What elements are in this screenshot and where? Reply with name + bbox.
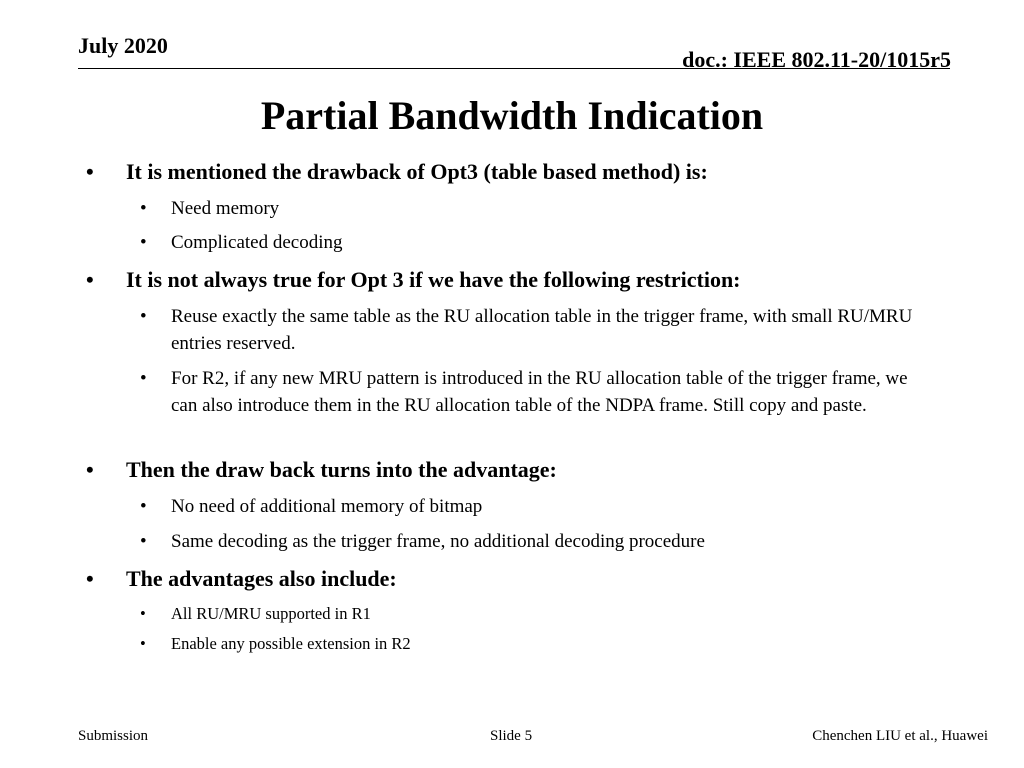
- bullet-1-sub-1-text: Need memory: [171, 198, 280, 219]
- sub-bullet-marker: •: [140, 531, 147, 552]
- bullet-2: [86, 266, 916, 294]
- bullet-3-sub-2: [140, 528, 920, 555]
- bullet-2-text: It is not always true for Opt 3 if we have the following restriction:: [126, 267, 741, 292]
- footer-submission: Submission: [78, 728, 149, 744]
- bullet-3-sub-2-text: Same decoding as the trigger frame, no additional decoding procedure: [171, 531, 705, 552]
- bullet-3-sub-1-text: No need of additional memory of bitmap: [171, 496, 483, 517]
- bullet-2-sub-2: [140, 365, 920, 419]
- document-id: doc.: IEEE 802.11-20/1015r5: [682, 47, 951, 72]
- bullet-4: [86, 565, 916, 593]
- bullet-4-sub-1: [140, 600, 920, 627]
- bullet-marker: •: [86, 457, 94, 482]
- sub-bullet-marker: •: [140, 604, 146, 623]
- sub-bullet-marker: •: [140, 634, 146, 653]
- slide-title: Partial Bandwidth Indication: [260, 93, 764, 138]
- bullet-marker: •: [86, 159, 94, 184]
- bullet-4-sub-1-text: All RU/MRU supported in R1: [171, 604, 371, 623]
- sub-bullet-marker: •: [140, 198, 147, 219]
- sub-bullet-marker: •: [140, 496, 147, 517]
- bullet-4-sub-2: [140, 630, 920, 657]
- bullet-marker: •: [86, 566, 94, 591]
- sub-bullet-marker: •: [140, 306, 147, 327]
- bullet-1-sub-2-text: Complicated decoding: [171, 232, 343, 253]
- bullet-2-sub-2-text: For R2, if any new MRU pattern is introduced in the RU allocation table of the trigger frame, we can also introduce them in the RU allocation table of the NDPA frame. Still copy and paste.: [171, 368, 908, 416]
- sub-bullet-marker: •: [140, 232, 147, 253]
- bullet-3-text: Then the draw back turns into the advantage:: [126, 457, 557, 482]
- bullet-2-sub-1-text: Reuse exactly the same table as the RU allocation table in the trigger frame, with small RU/MRU entries reserved.: [171, 306, 913, 354]
- bullet-2-sub-1: [140, 303, 920, 357]
- bullet-4-sub-2-text: Enable any possible extension in R2: [171, 634, 411, 653]
- footer-slide-number: Slide 5: [490, 728, 533, 744]
- bullet-3: [86, 456, 916, 484]
- bullet-4-text: The advantages also include:: [126, 566, 397, 591]
- bullet-1-sub-1: [140, 195, 920, 222]
- bullet-1: [86, 158, 916, 186]
- bullet-marker: •: [86, 267, 94, 292]
- footer-author: Chenchen LIU et al., Huawei: [812, 728, 988, 744]
- sub-bullet-marker: •: [140, 368, 147, 389]
- header-date: July 2020: [78, 33, 168, 58]
- bullet-3-sub-1: [140, 493, 920, 520]
- bullet-1-text: It is mentioned the drawback of Opt3 (table based method) is:: [126, 159, 708, 184]
- bullet-1-sub-2: [140, 229, 920, 256]
